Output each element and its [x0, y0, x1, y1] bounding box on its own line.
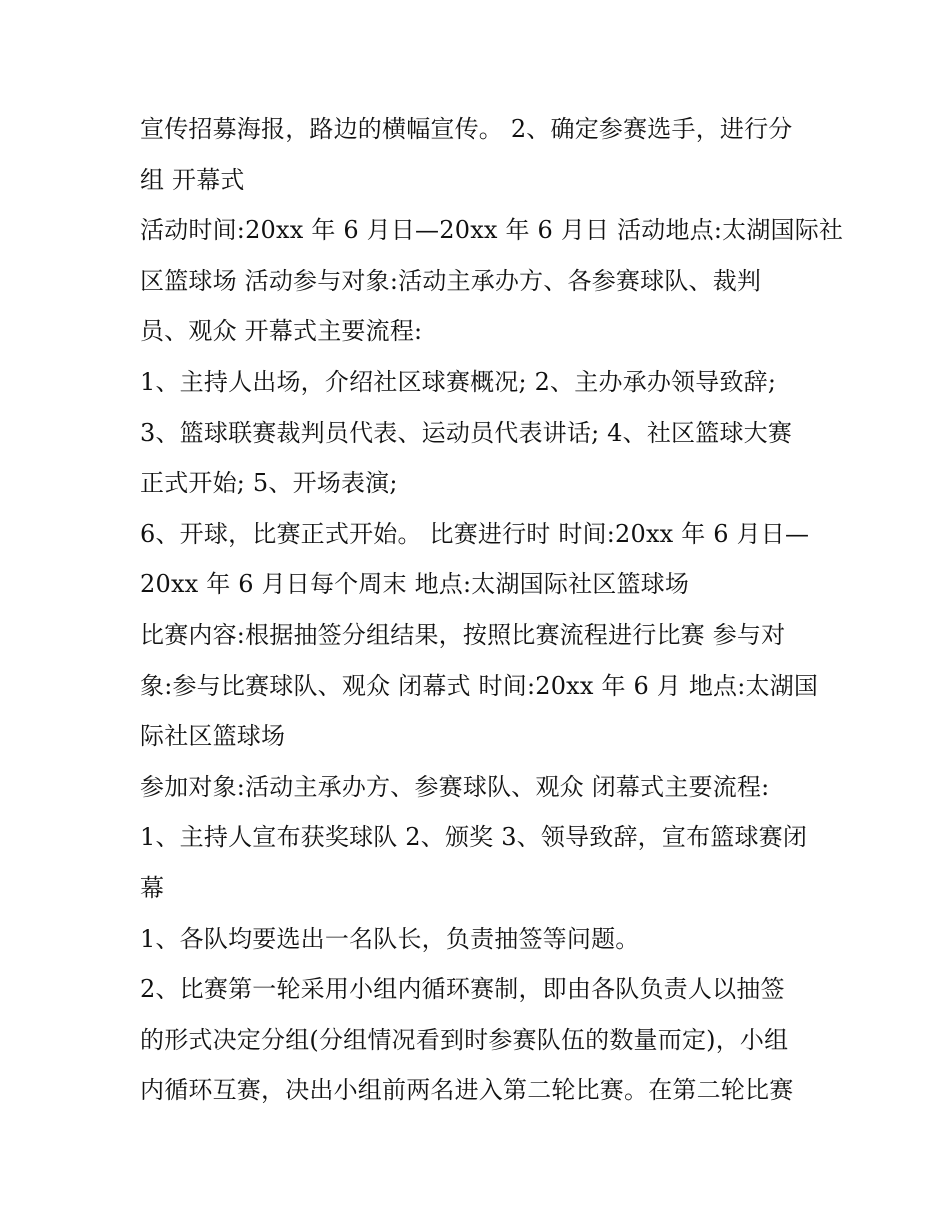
- text-line: 3、篮球联赛裁判员代表、运动员代表讲话; 4、社区篮球大赛: [140, 418, 793, 447]
- text-line: 20xx 年 6 月日每个周末 地点:太湖国际社区篮球场: [140, 570, 690, 599]
- text-line: 1、主持人宣布获奖球队 2、颁奖 3、领导致辞，宣布篮球赛闭: [140, 823, 808, 852]
- text-line: 宣传招募海报，路边的横幅宣传。 2、确定参赛选手，进行分: [140, 115, 793, 143]
- text-line: 1、主持人出场，介绍社区球赛概况; 2、主办承办领导致辞;: [140, 367, 777, 396]
- text-line: 1、各队均要选出一名队长，负责抽签等问题。: [140, 924, 640, 953]
- text-line: 2、比赛第一轮采用小组内循环赛制，即由各队负责人以抽签: [140, 975, 785, 1004]
- text-line: 内循环互赛，决出小组前两名进入第二轮比赛。在第二轮比赛: [140, 1076, 794, 1105]
- text-line: 6、开球，比赛正式开始。 比赛进行时 时间:20xx 年 6 月日—: [140, 519, 810, 548]
- text-line: 比赛内容:根据抽签分组结果，按照比赛流程进行比赛 参与对: [140, 620, 786, 649]
- text-line: 的形式决定分组(分组情况看到时参赛队伍的数量而定)，小组: [140, 1025, 789, 1054]
- text-line: 正式开始; 5、开场表演;: [140, 469, 398, 498]
- text-line: 组 开幕式: [140, 165, 245, 194]
- text-line: 活动时间:20xx 年 6 月日—20xx 年 6 月日 活动地点:太湖国际社: [140, 216, 844, 245]
- text-line: 参加对象:活动主承办方、参赛球队、观众 闭幕式主要流程:: [140, 772, 770, 801]
- text-line: 幕: [140, 873, 165, 902]
- text-line: 际社区篮球场: [140, 722, 286, 751]
- text-line: 员、观众 开幕式主要流程:: [140, 317, 423, 346]
- text-line: 象:参与比赛球队、观众 闭幕式 时间:20xx 年 6 月 地点:太湖国: [140, 671, 819, 700]
- text-line: 区篮球场 活动参与对象:活动主承办方、各参赛球队、裁判: [140, 266, 762, 295]
- document-body: [140, 104, 844, 1116]
